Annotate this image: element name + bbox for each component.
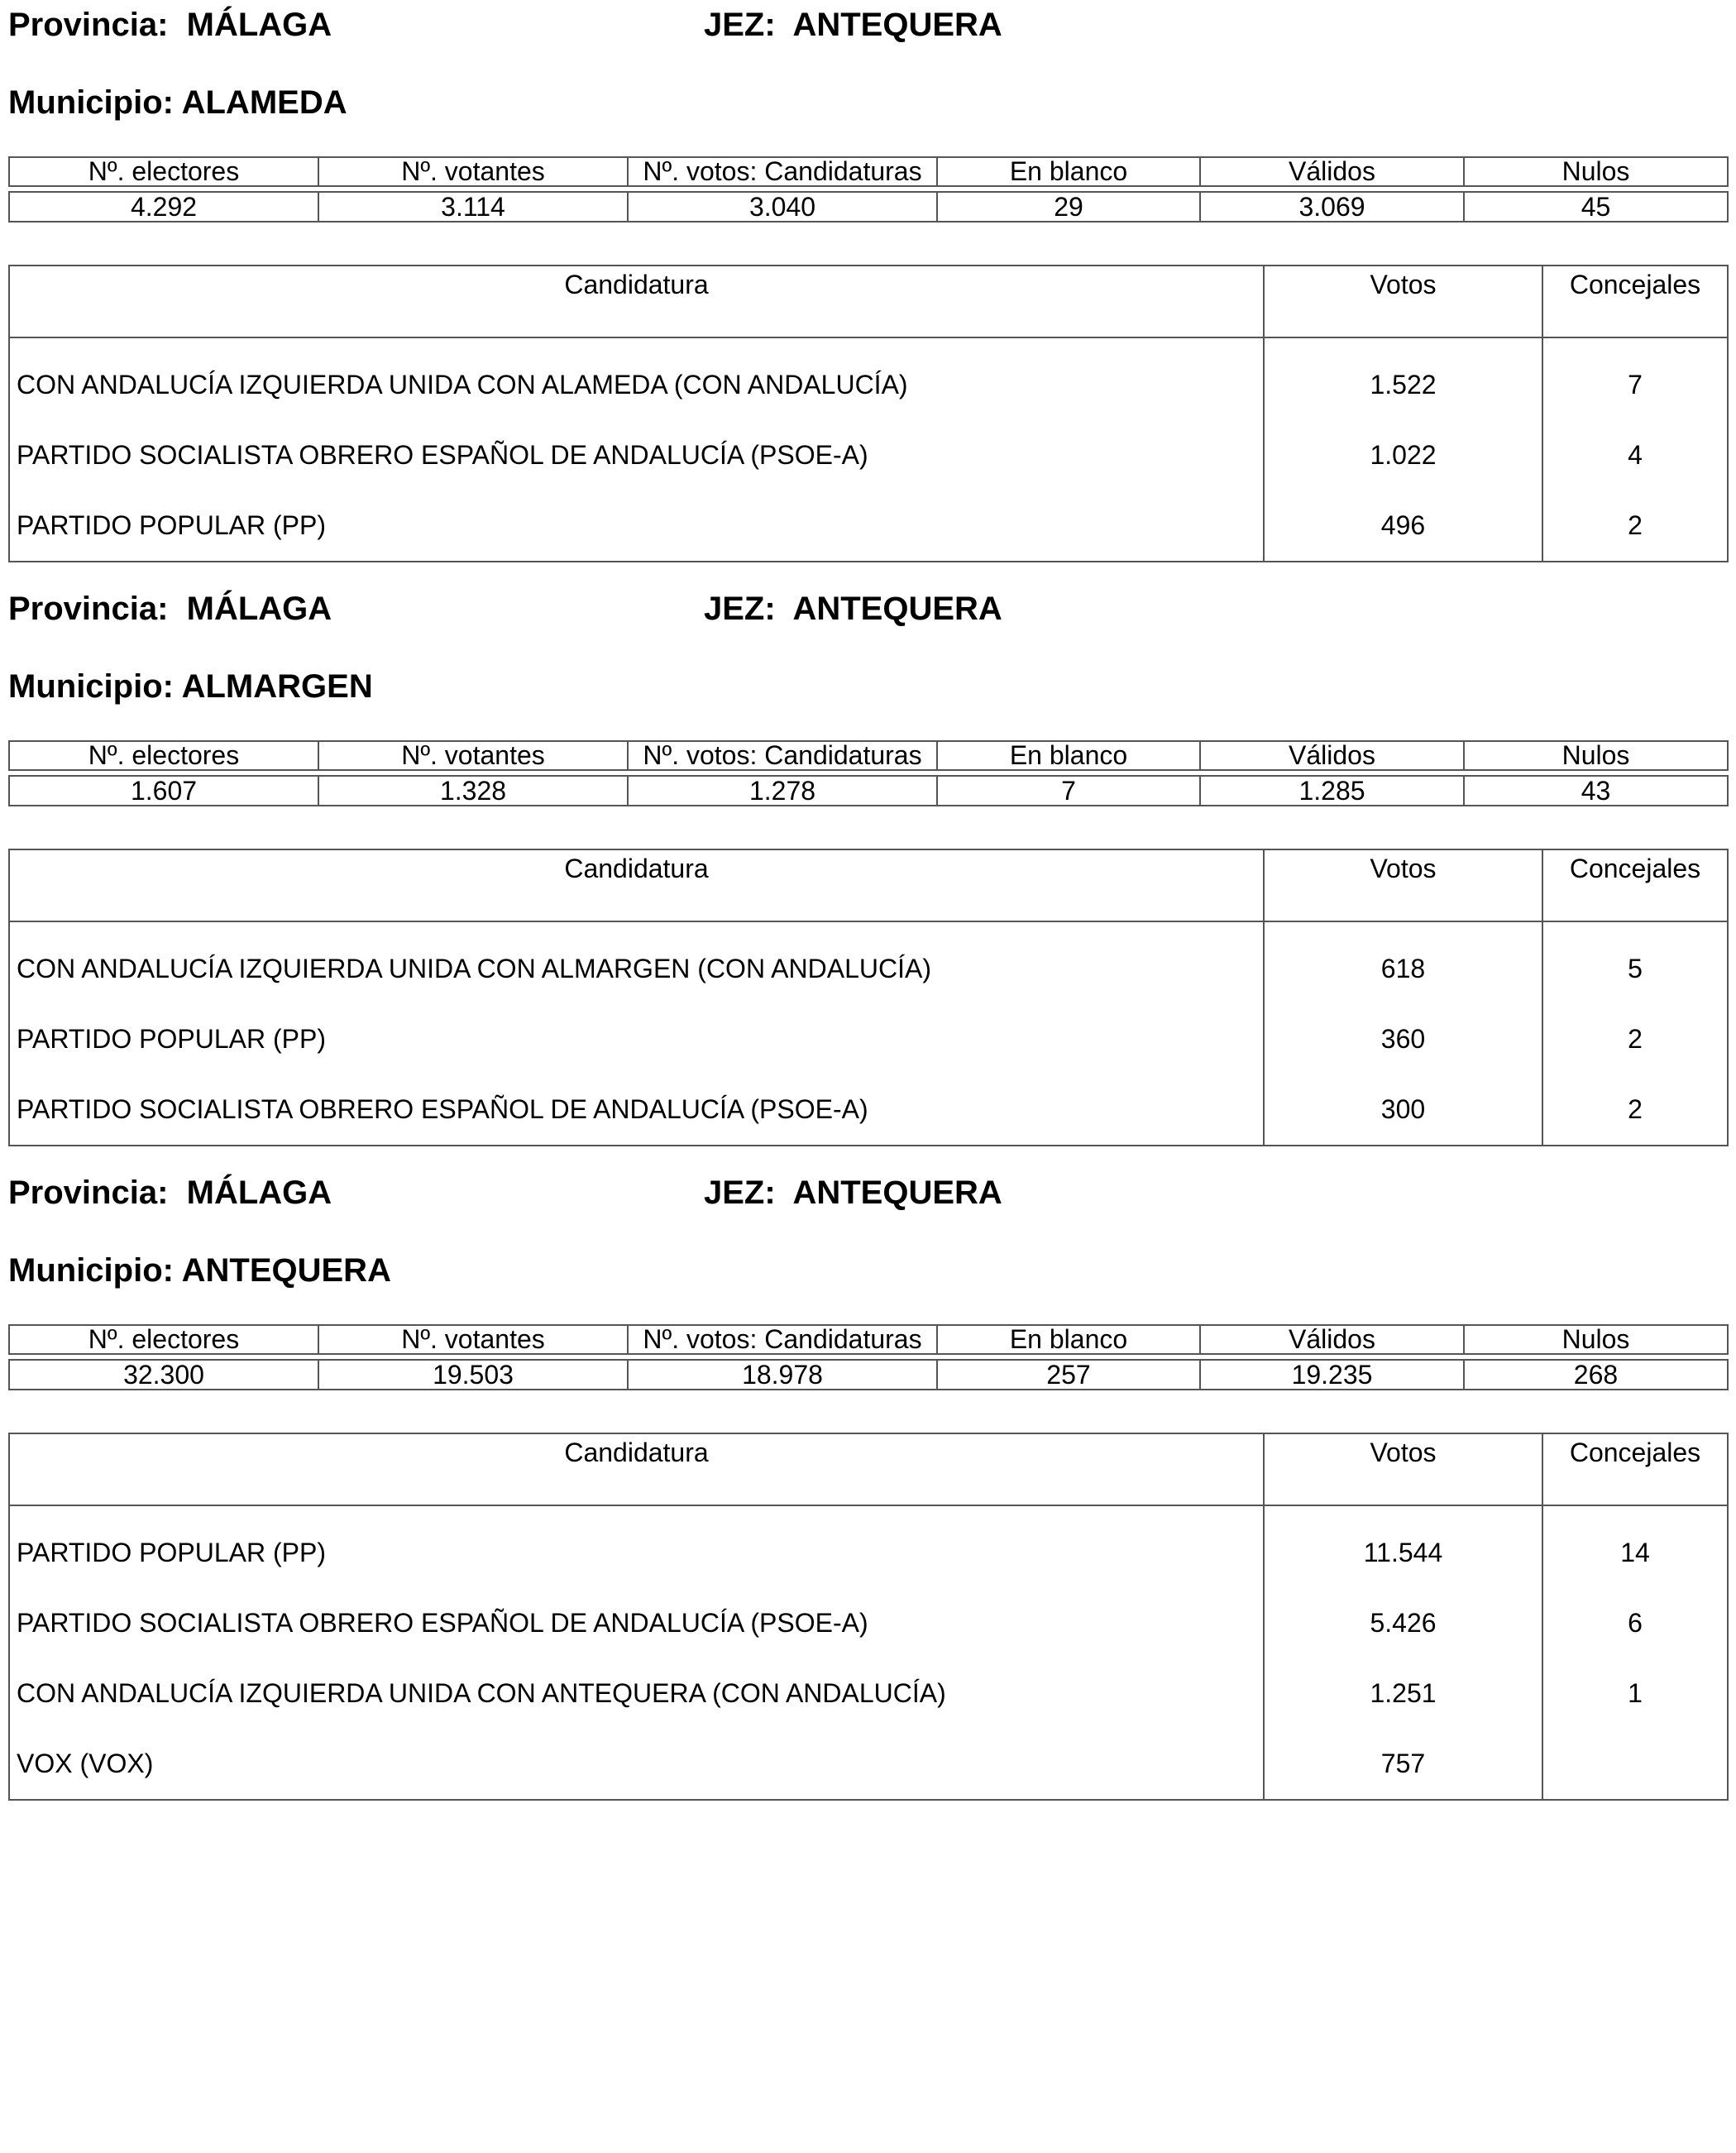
- candidatura-name: PARTIDO SOCIALISTA OBRERO ESPAÑOL DE ANDALUCÍA (PSOE-A): [17, 1094, 868, 1124]
- stats-header-nulos: Nulos: [1464, 1325, 1728, 1354]
- provincia-label: Provincia:: [8, 1175, 169, 1211]
- stats-value-validos: 1.285: [1200, 776, 1464, 806]
- provincia-value: MÁLAGA: [186, 7, 332, 43]
- candidatura-concejales: 2: [1542, 1004, 1728, 1074]
- stats-header-validos: Válidos: [1200, 157, 1464, 186]
- stats-header-validos: Válidos: [1200, 1325, 1464, 1354]
- jez-heading: [704, 592, 1002, 625]
- candidaturas-table: [8, 265, 1729, 562]
- candidatura-votos: 300: [1264, 1074, 1542, 1146]
- stats-value-votos-candidaturas: 3.040: [628, 192, 937, 222]
- stats-value-nulos: 45: [1464, 192, 1728, 222]
- candidatura-concejales: 7: [1542, 337, 1728, 420]
- candidaturas-table: [8, 1433, 1729, 1801]
- stats-value-votos-candidaturas: 18.978: [628, 1360, 937, 1390]
- municipio-heading: [8, 1254, 391, 1287]
- provincia-label: Provincia:: [8, 7, 169, 43]
- stats-header-electores: Nº. electores: [9, 741, 318, 770]
- stats-header-en-blanco: En blanco: [937, 157, 1200, 186]
- stats-value-electores: 1.607: [9, 776, 318, 806]
- candidatura-row: [9, 1658, 1728, 1729]
- candidatura-name: CON ANDALUCÍA IZQUIERDA UNIDA CON ANTEQUERA (CON ANDALUCÍA): [17, 1678, 946, 1708]
- stats-header-votantes: Nº. votantes: [318, 157, 628, 186]
- cand-header-candidatura: Candidatura: [9, 266, 1264, 337]
- candidaturas-header-row: [9, 849, 1728, 921]
- stats-header-votantes: Nº. votantes: [318, 1325, 628, 1354]
- municipio-heading: [8, 670, 373, 703]
- candidatura-concejales: 2: [1542, 490, 1728, 562]
- stats-value-en-blanco: 7: [937, 776, 1200, 806]
- stats-values-row: [9, 1360, 1728, 1390]
- candidatura-row: [9, 490, 1728, 562]
- municipio-label: Municipio:: [8, 1252, 174, 1289]
- candidatura-concejales: 6: [1542, 1588, 1728, 1658]
- jez-label: JEZ:: [704, 591, 776, 627]
- stats-table: [8, 1324, 1729, 1390]
- candidatura-name: PARTIDO SOCIALISTA OBRERO ESPAÑOL DE ANDALUCÍA (PSOE-A): [17, 1608, 868, 1638]
- candidatura-votos: 5.426: [1264, 1588, 1542, 1658]
- stats-header-en-blanco: En blanco: [937, 1325, 1200, 1354]
- provincia-label: Provincia:: [8, 591, 169, 627]
- stats-table: [8, 156, 1729, 222]
- candidatura-votos: 360: [1264, 1004, 1542, 1074]
- candidatura-row: [9, 1588, 1728, 1658]
- candidatura-name: CON ANDALUCÍA IZQUIERDA UNIDA CON ALMARGEN (CON ANDALUCÍA): [17, 954, 931, 983]
- cand-header-concejales: Concejales: [1542, 1433, 1728, 1505]
- jez-value: ANTEQUERA: [792, 591, 1002, 627]
- candidatura-votos: 1.251: [1264, 1658, 1542, 1729]
- stats-header-row: [9, 1325, 1728, 1354]
- provincia-value: MÁLAGA: [186, 1175, 332, 1211]
- candidaturas-header-row: [9, 266, 1728, 337]
- jez-value: ANTEQUERA: [792, 1175, 1002, 1211]
- stats-header-votos-candidaturas: Nº. votos: Candidaturas: [628, 157, 937, 186]
- candidaturas-table: [8, 849, 1729, 1146]
- candidatura-row: [9, 1729, 1728, 1800]
- stats-value-en-blanco: 257: [937, 1360, 1200, 1390]
- stats-value-electores: 32.300: [9, 1360, 318, 1390]
- cand-header-concejales: Concejales: [1542, 849, 1728, 921]
- stats-header-validos: Válidos: [1200, 741, 1464, 770]
- candidatura-name: PARTIDO POPULAR (PP): [17, 510, 326, 540]
- stats-value-en-blanco: 29: [937, 192, 1200, 222]
- municipio-value: ANTEQUERA: [181, 1252, 391, 1289]
- stats-value-votantes: 19.503: [318, 1360, 628, 1390]
- stats-value-votos-candidaturas: 1.278: [628, 776, 937, 806]
- stats-value-nulos: 268: [1464, 1360, 1728, 1390]
- provincia-heading: [8, 1176, 332, 1209]
- candidatura-votos: 496: [1264, 490, 1542, 562]
- municipio-value: ALAMEDA: [181, 84, 347, 121]
- stats-header-nulos: Nulos: [1464, 157, 1728, 186]
- provincia-value: MÁLAGA: [186, 591, 332, 627]
- stats-header-electores: Nº. electores: [9, 1325, 318, 1354]
- provincia-heading: [8, 8, 332, 41]
- candidatura-row: [9, 921, 1728, 1004]
- stats-value-votantes: 1.328: [318, 776, 628, 806]
- stats-header-nulos: Nulos: [1464, 741, 1728, 770]
- candidatura-name: PARTIDO SOCIALISTA OBRERO ESPAÑOL DE ANDALUCÍA (PSOE-A): [17, 440, 868, 470]
- stats-header-electores: Nº. electores: [9, 157, 318, 186]
- candidatura-concejales: 2: [1542, 1074, 1728, 1146]
- stats-values-row: [9, 776, 1728, 806]
- candidatura-votos: 11.544: [1264, 1505, 1542, 1588]
- candidatura-row: [9, 337, 1728, 420]
- candidatura-votos: 618: [1264, 921, 1542, 1004]
- stats-header-votantes: Nº. votantes: [318, 741, 628, 770]
- cand-header-candidatura: Candidatura: [9, 1433, 1264, 1505]
- candidatura-row: [9, 420, 1728, 490]
- jez-label: JEZ:: [704, 1175, 776, 1211]
- stats-values-row: [9, 192, 1728, 222]
- cand-header-concejales: Concejales: [1542, 266, 1728, 337]
- stats-value-votantes: 3.114: [318, 192, 628, 222]
- candidatura-votos: 1.522: [1264, 337, 1542, 420]
- candidatura-concejales: 1: [1542, 1658, 1728, 1729]
- candidatura-concejales: [1542, 1729, 1728, 1800]
- provincia-heading: [8, 592, 332, 625]
- candidatura-row: [9, 1074, 1728, 1146]
- candidatura-name: CON ANDALUCÍA IZQUIERDA UNIDA CON ALAMEDA (CON ANDALUCÍA): [17, 370, 908, 400]
- stats-value-validos: 19.235: [1200, 1360, 1464, 1390]
- cand-header-candidatura: Candidatura: [9, 849, 1264, 921]
- municipio-heading: [8, 86, 347, 119]
- stats-table: [8, 740, 1729, 806]
- stats-header-row: [9, 741, 1728, 770]
- candidatura-name: VOX (VOX): [17, 1749, 154, 1778]
- candidaturas-header-row: [9, 1433, 1728, 1505]
- jez-heading: [704, 1176, 1002, 1209]
- stats-header-en-blanco: En blanco: [937, 741, 1200, 770]
- jez-heading: [704, 8, 1002, 41]
- municipio-label: Municipio:: [8, 668, 174, 705]
- stats-header-votos-candidaturas: Nº. votos: Candidaturas: [628, 1325, 937, 1354]
- candidatura-concejales: 4: [1542, 420, 1728, 490]
- jez-label: JEZ:: [704, 7, 776, 43]
- municipio-value: ALMARGEN: [181, 668, 373, 705]
- candidatura-votos: 757: [1264, 1729, 1542, 1800]
- cand-header-votos: Votos: [1264, 849, 1542, 921]
- municipio-label: Municipio:: [8, 84, 174, 121]
- stats-value-validos: 3.069: [1200, 192, 1464, 222]
- candidatura-concejales: 14: [1542, 1505, 1728, 1588]
- cand-header-votos: Votos: [1264, 1433, 1542, 1505]
- candidatura-name: PARTIDO POPULAR (PP): [17, 1538, 326, 1567]
- candidatura-row: [9, 1004, 1728, 1074]
- stats-value-nulos: 43: [1464, 776, 1728, 806]
- candidatura-name: PARTIDO POPULAR (PP): [17, 1024, 326, 1054]
- jez-value: ANTEQUERA: [792, 7, 1002, 43]
- candidatura-votos: 1.022: [1264, 420, 1542, 490]
- stats-header-row: [9, 157, 1728, 186]
- candidatura-row: [9, 1505, 1728, 1588]
- cand-header-votos: Votos: [1264, 266, 1542, 337]
- stats-header-votos-candidaturas: Nº. votos: Candidaturas: [628, 741, 937, 770]
- stats-value-electores: 4.292: [9, 192, 318, 222]
- candidatura-concejales: 5: [1542, 921, 1728, 1004]
